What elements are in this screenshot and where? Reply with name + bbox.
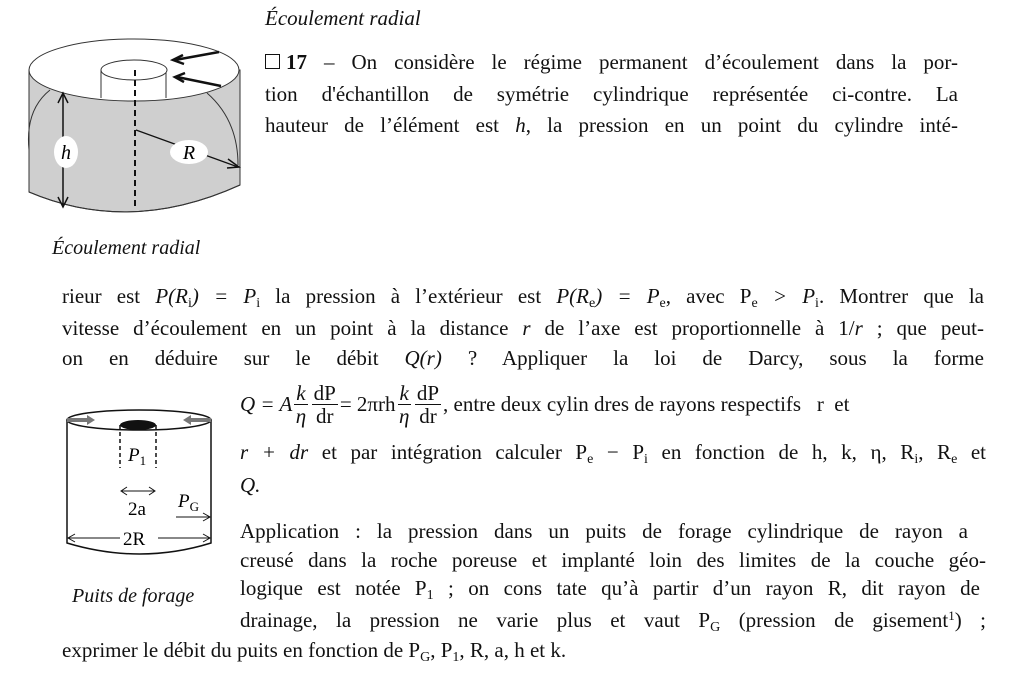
label-R: R: [182, 142, 196, 164]
para2-line4: drainage, la pression ne varie plus et vaut $P_G$ (pression de gisement$^1$) ;: [240, 608, 986, 635]
para1-line3: hauteur de l’élément est h, la pression en un point du cylindre inté-: [265, 113, 958, 137]
label-h: h: [61, 142, 71, 164]
para1-line6: on en déduire sur le débit Q(r) ? Appliquer la loi de Darcy, sous la forme: [62, 346, 984, 370]
para2-line1: Application : la pression dans un puits de forage cylindrique de rayon a: [240, 519, 968, 543]
para2-line3: logique est notée $P_1$ ; on cons tate qu’à partir d’un rayon R, dit rayon de: [240, 576, 980, 603]
radial-flow-figure: [0, 0, 260, 230]
para1-line1: 17 – On considère le régime permanent d’écoulement dans la por-: [265, 50, 958, 74]
para1-line5: vitesse d’écoulement en un point à la distance r de l’axe est proportionnelle à 1/r ; que peut-: [62, 316, 984, 340]
figure1-caption: Écoulement radial: [52, 237, 201, 259]
para1-line8: r + dr et par intégration calculer $P_e - P_i$ en fonction de h, k, η, $R_i$, $R_e$ et: [240, 440, 987, 467]
para1-line9: Q.: [240, 473, 261, 497]
checkbox-icon: [265, 54, 280, 69]
question-number: 17: [286, 50, 307, 74]
para1-line4: rieur est $P(R_i) = P_i$ la pression à l’extérieur est $P(R_e) = P_e$, avec $P_e > P_i$. Montrer que la: [62, 284, 984, 311]
label-P1: $P_1$: [128, 445, 147, 468]
label-PG: $P_G$: [178, 491, 199, 514]
label-2R: 2R: [123, 529, 146, 550]
para1-line2: tion d'échantillon de symétrie cylindrique représentée ci-contre. La: [265, 82, 958, 106]
para2-line5: exprimer le débit du puits en fonction de $P_G$, $P_1$, R, a, h et k.: [62, 638, 567, 665]
label-2a: 2a: [128, 499, 146, 520]
para2-line2: creusé dans la roche poreuse et implanté loin des limites de la couche géo-: [240, 548, 986, 572]
well-figure: [60, 405, 220, 575]
darcy-formula-line: Q = A $\frac{k}{\eta}$ $\frac{dP}{dr}$ = 2πrh $\frac{k}{\eta}$ $\frac{dP}{dr}$ , entre deux cylin dres de rayons respectifs r et: [240, 380, 850, 428]
section-title: Écoulement radial: [265, 6, 421, 30]
figure2-caption: Puits de forage: [72, 585, 195, 607]
